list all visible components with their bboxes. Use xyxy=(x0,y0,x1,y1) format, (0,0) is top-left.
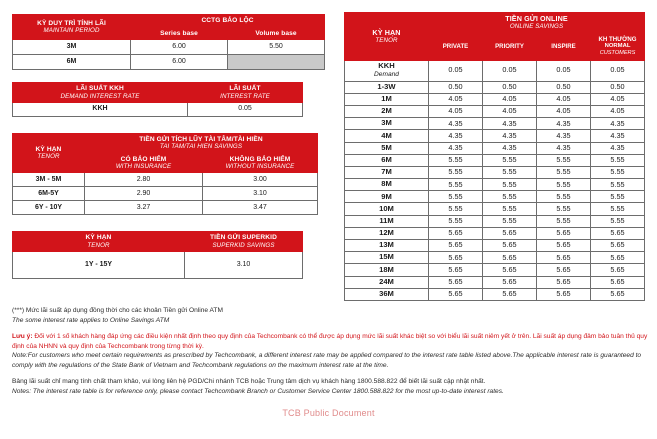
online-rate-cell: 5.65 xyxy=(483,227,537,239)
table-row xyxy=(13,40,325,55)
online-rate-cell: 5.65 xyxy=(537,276,591,288)
table-header-row xyxy=(345,13,645,33)
online-rate-cell: 0.05 xyxy=(483,60,537,81)
online-col-inspire: INSPIRE xyxy=(537,33,591,60)
online-rate-cell: 4.35 xyxy=(429,142,483,154)
online-tenor-label: 11M xyxy=(379,215,394,225)
tich-luy-tenor-0: 3M - 5M xyxy=(13,173,85,187)
superkid-tenor-header: KỲ HẠN TENOR xyxy=(13,232,185,252)
online-rate-cell: 4.05 xyxy=(483,93,537,105)
online-rate-cell: 5.55 xyxy=(591,166,645,178)
online-rate-cell: 0.05 xyxy=(429,60,483,81)
online-group-header: TIỀN GỬI ONLINE ONLINE SAVINGS xyxy=(429,13,645,33)
table-row xyxy=(345,105,645,117)
online-rate-cell: 5.55 xyxy=(591,154,645,166)
online-tenor-label: 10M xyxy=(379,203,394,213)
online-tenor-label: 3M xyxy=(381,118,392,128)
online-rate-cell: 0.05 xyxy=(537,60,591,81)
online-tenor-label: 7M xyxy=(381,167,392,177)
note-warning xyxy=(12,332,648,370)
footnotes xyxy=(12,306,648,403)
online-rate-cell: 5.65 xyxy=(483,252,537,264)
tich-luy-tenor-header: KỲ HẠN TENOR xyxy=(13,133,85,172)
table-row xyxy=(13,251,303,278)
cctg-tenor-header: KỲ DUY TRÌ TÍNH LÃI MAINTAIN PERIOD xyxy=(13,15,131,40)
online-rate-cell: 4.35 xyxy=(591,118,645,130)
note-warning-en: Note:For customers who meet certain requirements as prescribed by Techcombank, a different interest rate may be applied compared to the interest rate table listed above.The applicable interest rate is guaranteed to comply with the regulations of the State Bank of Vietnam and Techcombank regulations on the maximum interest rate at the time. xyxy=(12,352,642,369)
cctg-series-6m: 6.00 xyxy=(131,55,228,70)
online-tenor-11m xyxy=(345,215,429,227)
note-warning-vn-text: Đối với 1 số khách hàng đáp ứng các điều kiện nhất định theo quy định của Techcombank có thể được áp dụng mức lãi suất khác biệt so với biểu lãi suất niêm yết ở trên. Lãi suất áp dụng đảm bảo tuân thủ quy định của NHNN và quy định của Techcombank trong từng thời kỳ. xyxy=(12,333,648,350)
online-rate-cell: 5.55 xyxy=(429,166,483,178)
online-rate-cell: 5.65 xyxy=(483,288,537,300)
online-tenor-1-3w xyxy=(345,81,429,93)
online-tenor-label: 13M xyxy=(379,240,394,250)
table-header-row xyxy=(13,83,303,103)
online-tenor-label: 18M xyxy=(379,264,394,274)
online-tenor-label: 8M xyxy=(381,179,392,189)
table-row xyxy=(13,55,325,70)
online-rate-cell: 0.50 xyxy=(483,81,537,93)
online-rate-cell: 0.50 xyxy=(591,81,645,93)
online-rate-cell: 4.35 xyxy=(591,142,645,154)
online-rate-cell: 5.55 xyxy=(537,203,591,215)
online-rate-cell: 5.65 xyxy=(429,240,483,252)
table-row xyxy=(345,252,645,264)
kkh-tenor: KKH xyxy=(13,102,188,116)
online-rate-cell: 4.05 xyxy=(429,93,483,105)
tai-tam-tai-hien-savings-table xyxy=(12,133,318,215)
online-rate-cell: 5.55 xyxy=(591,179,645,191)
online-rate-cell: 5.65 xyxy=(429,252,483,264)
table-row xyxy=(345,240,645,252)
table-row xyxy=(345,227,645,239)
online-tenor-label: 2M xyxy=(381,106,392,116)
kkh-right-header: LÃI SUẤT INTEREST RATE xyxy=(188,83,303,103)
online-rate-cell: 5.55 xyxy=(429,191,483,203)
online-rate-cell: 5.55 xyxy=(429,154,483,166)
online-tenor-sublabel: Demand xyxy=(374,71,399,79)
tich-luy-without-0: 3.00 xyxy=(203,173,318,187)
online-rate-cell: 5.65 xyxy=(537,288,591,300)
online-rate-cell: 5.65 xyxy=(591,252,645,264)
online-tenor-10m xyxy=(345,203,429,215)
table-row xyxy=(345,203,645,215)
tich-luy-without-2: 3.47 xyxy=(203,201,318,215)
online-rate-cell: 5.55 xyxy=(429,203,483,215)
online-rate-cell: 5.55 xyxy=(537,166,591,178)
tich-luy-tenor-2: 6Y - 10Y xyxy=(13,201,85,215)
online-rate-cell: 5.65 xyxy=(591,227,645,239)
online-tenor-label: 6M xyxy=(381,154,392,164)
table-row xyxy=(13,187,318,201)
online-rate-cell: 0.05 xyxy=(591,60,645,81)
online-tenor-label: KKH xyxy=(378,61,395,71)
table-row xyxy=(345,81,645,93)
online-rate-cell: 5.55 xyxy=(591,203,645,215)
online-table-body xyxy=(345,60,645,300)
cctg-col-series-base: Series base xyxy=(131,27,228,40)
online-rate-cell: 5.55 xyxy=(483,154,537,166)
tich-luy-group-header: TIỀN GỬI TÍCH LŨY TÀI TÂM/TÀI HIỀN TAI TAM/TAI HIEN SAVINGS xyxy=(85,133,318,153)
online-rate-cell: 5.65 xyxy=(591,288,645,300)
online-rate-cell: 5.65 xyxy=(429,288,483,300)
online-rate-cell: 4.35 xyxy=(537,130,591,142)
cctg-volume-3m: 5.50 xyxy=(228,40,325,55)
cctg-col-volume-base: Volume base xyxy=(228,27,325,40)
table-row xyxy=(345,130,645,142)
online-rate-cell: 5.65 xyxy=(537,264,591,276)
online-rate-cell: 4.05 xyxy=(483,105,537,117)
online-rate-cell: 4.35 xyxy=(537,142,591,154)
online-rate-cell: 5.65 xyxy=(537,252,591,264)
online-rate-cell: 5.55 xyxy=(429,179,483,191)
public-document-watermark: TCB Public Document xyxy=(282,408,375,418)
table-row xyxy=(345,191,645,203)
superkid-savings-table xyxy=(12,231,303,279)
table-row xyxy=(345,264,645,276)
cctg-series-3m: 6.00 xyxy=(131,40,228,55)
table-row xyxy=(345,276,645,288)
tich-luy-with-0: 2.80 xyxy=(85,173,203,187)
table-row xyxy=(345,215,645,227)
table-row xyxy=(345,60,645,81)
online-rate-cell: 4.35 xyxy=(537,118,591,130)
online-tenor-header: KỲ HẠN TENOR xyxy=(345,13,429,61)
table-header-row xyxy=(13,133,318,153)
online-rate-cell: 5.55 xyxy=(483,203,537,215)
online-rate-cell: 5.65 xyxy=(429,227,483,239)
cctg-tenor-3m: 3M xyxy=(13,40,131,55)
table-row xyxy=(345,166,645,178)
tich-luy-col-without-insurance: KHÔNG BẢO HIỂM WITHOUT INSURANCE xyxy=(203,153,318,173)
superkid-rate-header: TIỀN GỬI SUPERKID SUPERKID SAVINGS xyxy=(185,232,303,252)
tich-luy-without-1: 3.10 xyxy=(203,187,318,201)
online-rate-cell: 4.05 xyxy=(591,93,645,105)
online-tenor-label: 24M xyxy=(379,276,394,286)
online-rate-cell: 5.65 xyxy=(591,264,645,276)
table-header-row xyxy=(13,232,303,252)
online-tenor-label: 9M xyxy=(381,191,392,201)
online-rate-cell: 4.35 xyxy=(429,130,483,142)
online-tenor-4m xyxy=(345,130,429,142)
tich-luy-with-2: 3.27 xyxy=(85,201,203,215)
table-row xyxy=(345,93,645,105)
online-rate-cell: 5.65 xyxy=(483,240,537,252)
kkh-left-header: LÃI SUẤT KKH DEMAND INTEREST RATE xyxy=(13,83,188,103)
table-row xyxy=(13,201,318,215)
note-reference: Bảng lãi suất chỉ mang tính chất tham khảo, vui lòng liên hệ PGD/Chi nhánh TCB hoặc Trung tâm dịch vụ khách hàng 1800.588.822 để biết lãi suất cập nhật nhất. Notes: The interest rate table is for reference only, please contact Techcombank Branch or Customer Service Center 1800.588.822 for the most up-to-date interest rates. xyxy=(12,378,504,395)
table-row xyxy=(345,142,645,154)
online-tenor-6m xyxy=(345,154,429,166)
online-col-normal-customers: KH THƯỜNG NORMAL CUSTOMERS xyxy=(591,33,645,60)
online-rate-cell: 5.65 xyxy=(429,276,483,288)
online-rate-cell: 5.65 xyxy=(537,240,591,252)
cctg-bao-loc-table xyxy=(12,14,325,70)
online-tenor-3m xyxy=(345,118,429,130)
online-rate-cell: 5.65 xyxy=(483,276,537,288)
note-warning-vn xyxy=(12,332,648,351)
table-row xyxy=(345,179,645,191)
online-tenor-24m xyxy=(345,276,429,288)
online-tenor-8m xyxy=(345,179,429,191)
online-col-priority: PRIORITY xyxy=(483,33,537,60)
online-rate-cell: 4.05 xyxy=(537,93,591,105)
table-header-row xyxy=(13,15,325,28)
online-rate-cell: 4.35 xyxy=(483,118,537,130)
superkid-tenor: 1Y - 15Y xyxy=(13,251,185,278)
tich-luy-tenor-1: 6M-5Y xyxy=(13,187,85,201)
table-row xyxy=(345,118,645,130)
online-col-private: PRIVATE xyxy=(429,33,483,60)
online-tenor-36m xyxy=(345,288,429,300)
kkh-rate: 0.05 xyxy=(188,102,303,116)
table-row xyxy=(345,288,645,300)
note-warning-lead: Lưu ý: xyxy=(12,333,33,341)
cctg-group-header: CCTG BẢO LỘC xyxy=(131,15,325,28)
online-tenor-label: 5M xyxy=(381,142,392,152)
note-atm: (***) Mức lãi suất áp dụng đồng thời cho các khoản Tiền gửi Online ATM The some interest rate applies to Online Savings ATM xyxy=(12,307,223,324)
cctg-tenor-6m: 6M xyxy=(13,55,131,70)
online-rate-cell: 4.05 xyxy=(537,105,591,117)
online-tenor-9m xyxy=(345,191,429,203)
online-tenor-label: 1-3W xyxy=(377,81,396,91)
online-rate-cell: 5.55 xyxy=(537,154,591,166)
demand-interest-rate-table xyxy=(12,82,303,117)
tich-luy-with-1: 2.90 xyxy=(85,187,203,201)
online-tenor-kkh xyxy=(345,60,429,81)
online-tenor-18m xyxy=(345,264,429,276)
online-rate-cell: 5.55 xyxy=(591,191,645,203)
online-tenor-15m xyxy=(345,252,429,264)
online-rate-cell: 4.35 xyxy=(429,118,483,130)
online-savings-column xyxy=(344,12,645,301)
left-tables-column xyxy=(12,14,324,279)
online-tenor-7m xyxy=(345,166,429,178)
online-rate-cell: 5.55 xyxy=(537,191,591,203)
online-rate-cell: 4.35 xyxy=(483,130,537,142)
superkid-rate: 3.10 xyxy=(185,251,303,278)
online-tenor-label: 36M xyxy=(379,289,394,299)
online-tenor-label: 1M xyxy=(381,94,392,104)
online-rate-cell: 5.55 xyxy=(537,215,591,227)
online-savings-table xyxy=(344,12,645,301)
online-rate-cell: 4.05 xyxy=(429,105,483,117)
online-rate-cell: 5.65 xyxy=(591,240,645,252)
online-tenor-1m xyxy=(345,93,429,105)
online-tenor-label: 12M xyxy=(379,228,394,238)
table-row xyxy=(13,102,303,116)
online-rate-cell: 4.35 xyxy=(591,130,645,142)
tich-luy-col-with-insurance: CÓ BẢO HIỂM WITH INSURANCE xyxy=(85,153,203,173)
online-rate-cell: 0.50 xyxy=(429,81,483,93)
online-rate-cell: 5.65 xyxy=(537,227,591,239)
online-tenor-label: 15M xyxy=(379,252,394,262)
online-rate-cell: 5.55 xyxy=(537,179,591,191)
online-rate-cell: 5.65 xyxy=(429,264,483,276)
cctg-volume-6m-empty xyxy=(228,55,325,70)
online-tenor-2m xyxy=(345,105,429,117)
online-tenor-5m xyxy=(345,142,429,154)
online-rate-cell: 5.65 xyxy=(483,264,537,276)
online-rate-cell: 0.50 xyxy=(537,81,591,93)
online-rate-cell: 5.55 xyxy=(591,215,645,227)
online-rate-cell: 5.65 xyxy=(591,276,645,288)
online-tenor-13m xyxy=(345,240,429,252)
table-row xyxy=(13,173,318,187)
online-rate-cell: 5.55 xyxy=(483,215,537,227)
online-tenor-label: 4M xyxy=(381,130,392,140)
table-row xyxy=(345,154,645,166)
online-rate-cell: 5.55 xyxy=(483,191,537,203)
online-rate-cell: 4.35 xyxy=(483,142,537,154)
online-rate-cell: 5.55 xyxy=(483,179,537,191)
online-rate-cell: 5.55 xyxy=(429,215,483,227)
online-rate-cell: 5.55 xyxy=(483,166,537,178)
online-tenor-12m xyxy=(345,227,429,239)
online-rate-cell: 4.05 xyxy=(591,105,645,117)
